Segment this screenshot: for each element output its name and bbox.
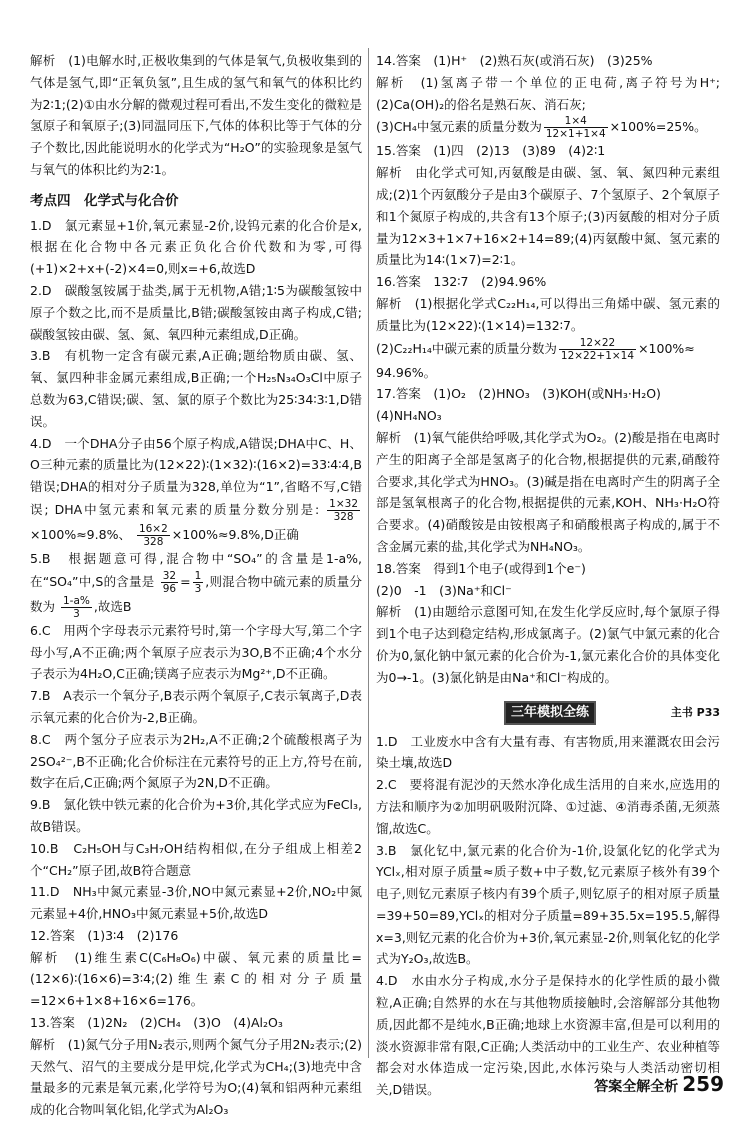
answer-item: 14.答案 (1)H⁺ (2)熟石灰(或消石灰) (3)25% <box>376 53 653 68</box>
answer-text: ×100%=25%。 <box>609 119 707 135</box>
answer-item: 11.D NH₃中氮元素显-3价,NO中氮元素显+2价,NO₂中氮元素显+4价,HNO₃中氮元素显+5价,故选D <box>30 884 362 922</box>
answer-text: ×100%≈9.8%,D正确 <box>171 526 299 542</box>
answer-text: (3)CH₄中氢元素的质量分数为 <box>376 119 542 135</box>
page-footer <box>594 1072 724 1096</box>
right-column <box>376 50 720 1101</box>
answer-item <box>30 548 362 620</box>
fraction: $\frac{16\times 2}{328}$ <box>138 522 168 548</box>
answer-item: 1.D 工业废水中含有大量有毒、有害物质,用来灌溉农田会污染土壤,故选D <box>376 733 720 771</box>
page-reference: 主书 P33 <box>670 705 720 719</box>
answer-item: 9.B 氯化铁中铁元素的化合价为+3价,其化学式应为FeCl₃,故B错误。 <box>30 797 362 834</box>
answer-item: 12.答案 (1)3∶4 (2)176 <box>30 927 179 943</box>
answer-text: 5.B 根据题意可得,混合物中“SO₄”的含量是1-a%,在“SO₄”中,S的含量是 <box>30 550 362 589</box>
answer-item: (4)NH₄NO₃ <box>376 408 442 424</box>
answer-item: 18.答案 得到1个电子(或得到1个e⁻) <box>376 560 586 576</box>
page-number: 259 <box>682 1072 724 1096</box>
answer-text: ×100%≈9.8%、 <box>30 526 131 542</box>
section-header <box>376 699 720 725</box>
explanation-block: 解析 (1)根据化学式C₂₂H₁₄,可以得出三角烯中碳、氢元素的质量比为(12×22)∶(1×14)=132∶7。 <box>376 295 720 333</box>
fraction: $\frac{1\times 32}{328}$ <box>329 497 359 523</box>
answer-item <box>30 433 362 548</box>
answer-item: 2.C 要将混有泥沙的天然水净化成生活用的自来水,应选用的方法和顺序为②加明矾吸附沉降、①过滤、④消毒杀菌,无须蒸馏,故选C。 <box>376 777 720 836</box>
answer-text: DHA中氢元素和氧元素的质量分数分别是: <box>54 501 320 517</box>
answer-item: 8.C 两个氢分子应表示为2H₂,A不正确;2个硫酸根离子为2SO₄²⁻,B不正确;化合价标注在元素符号的正上方,符号在前,数字在后,C正确;两个氮原子为2N,D不正确。 <box>30 731 362 791</box>
explanation-block: 解析 由化学式可知,丙氨酸是由碳、氢、氧、氮四种元素组成;(2)1个丙氨酸分子是由3个碳原子、7个氢原子、2个氧原子和1个氮原子构成的,共含有13个原子;(3)丙氨酸的相对分子质量为12×3+1×7+16×2+14=89;(4)丙氨酸中氮、氢元素的质量比为14∶(1×7)=2∶1。 <box>376 165 720 268</box>
section-header-title: 三年模拟全练 <box>504 701 596 725</box>
explanation-block: 解析 (1)氮气分子用N₂表示,则两个氮气分子用2N₂表示;(2)天然气、沼气的主要成分是甲烷,化学式为CH₄;(3)地壳中含量最多的元素是氧元素,化学符号为O;(4)氧和铝两种元素组成的化合物叫氧化铝,化学式为Al₂O₃ <box>30 1036 362 1118</box>
fraction: $\frac{32}{96}$ <box>162 569 177 595</box>
answer-item: 1.D 氯元素显+1价,氧元素显-2价,设钨元素的化合价是x,根据在化合物中各元素正负化合价代数和为零,可得(+1)×2+x+(-2)×4=0,则x=+6,故选D <box>30 217 362 277</box>
answer-text: ,则混合物中硫元素的质量分数为 <box>30 573 362 614</box>
footer-label: 答案全解全析 <box>594 1079 679 1095</box>
answer-item: 3.B 氯化钇中,氯元素的化合价为-1价,设氯化钇的化学式为YClₓ,相对原子质量≈质子数+中子数,钇元素原子核外有39个电子,则钇元素原子核内有39个质子,则钇原子的相对原子质量=39+50=89,YClₓ的相对分子质量=89+35.5x=195.5,解得x=3,则钇元素的化合价为+3价,氧元素显-2价,则氧化钇的化学式为Y₂O₃,故选B。 <box>376 842 720 967</box>
answer-item: 10.B C₂H₅OH与C₃H₇OH结构相似,在分子组成上相差2个“CH₂”原子团,故B符合题意 <box>30 840 362 878</box>
answer-text: ,故选B <box>93 598 132 614</box>
explanation-block: 解析 (1)电解水时,正极收集到的气体是氧气,负极收集到的气体是氢气,即“正氧负氢”,且生成的氢气和氧气的体积比约为2∶1;(2)①由水分解的微观过程可看出,不发生变化的微粒是氢原子和氧原子;(3)同温同压下,气体的体积比等于气体的分子个数比,因此能说明水的化学式为“H₂O”的实验现象是氢气与氧气的体积比约为2∶1。 <box>30 53 362 177</box>
answer-item: 15.答案 (1)四 (2)13 (3)89 (4)2∶1 <box>376 143 606 159</box>
explanation-block: 解析 (1)由题给示意图可知,在发生化学反应时,每个氯原子得到1个电子达到稳定结构,形成氯离子。(2)氯气中氯元素的化合价为0,氯化钠中氯元素的化合价为-1,氯元素化合价的具体变化为0→-1。(3)氯化钠是由Na⁺和Cl⁻构成的。 <box>376 604 720 685</box>
answer-item: 7.B A表示一个氧分子,B表示两个氧原子,C表示氧离子,D表示氧元素的化合价为-2,B正确。 <box>30 688 362 725</box>
answer-text: 4.D 一个DHA分子由56个原子构成,A错误;DHA中C、H、O三种元素的质量比为(12×22)∶(1×32)∶(16×2)=33∶4∶4,B错误;DHA的相对分子质量为328,单位为“1”,省略不写,C错误; <box>30 435 362 517</box>
answer-item: 17.答案 (1)O₂ (2)HNO₃ (3)KOH(或NH₃·H₂O) <box>376 386 661 402</box>
column-divider <box>368 48 369 1058</box>
answer-item: (2)0 -1 (3)Na⁺和Cl⁻ <box>376 582 512 598</box>
fraction: $\frac{1-a\%}{3}$ <box>63 594 90 620</box>
left-column <box>30 50 362 1121</box>
explanation-block <box>376 115 720 140</box>
answer-item: 6.C 用两个字母表示元素符号时,第一个字母大写,第二个字母小写,A不正确;两个氧原子应表示为3O,B不正确;4个水分子表示为4H₂O,C正确;镁离子应表示为Mg²⁺,D不正确。 <box>30 622 362 682</box>
fraction: $\frac{1\times 4}{12\times 1+1\times 4}$ <box>545 115 606 141</box>
answer-item: 3.B 有机物一定含有碳元素,A正确;题给物质由碳、氢、氧、氯四种非金属元素组成,B正确;一个H₂₅N₃₄O₃Cl中原子总数为63,C错误;碳、氢、氯的原子个数比为25∶34∶3∶1,D错误。 <box>30 348 362 429</box>
equals-sign: = <box>180 573 191 589</box>
answer-item: 13.答案 (1)2N₂ (2)CH₄ (3)O (4)Al₂O₃ <box>30 1015 283 1031</box>
fraction: $\frac{12\times 22}{12\times 22+1\times 14}$ <box>560 336 635 362</box>
explanation-block: 解析 (1)维生素C(C₆H₈O₆)中碳、氧元素的质量比=(12×6)∶(16×6)=3∶4;(2)维生素C的相对分子质量=12×6+1×8+16×6=176。 <box>30 949 362 1009</box>
answer-item: 2.D 碳酸氢铵属于盐类,属于无机物,A错;1∶5为碳酸氢铵中原子个数之比,而不是质量比,B错;碳酸氢铵由离子构成,C错;碳酸氢铵由碳、氢、氮、氧四种元素组成,D正确。 <box>30 282 362 342</box>
explanation-block: 解析 (1)氢离子带一个单位的正电荷,离子符号为H⁺;(2)Ca(OH)₂的俗名是熟石灰、消石灰; <box>376 74 720 112</box>
explanation-block: 解析 (1)氧气能供给呼吸,其化学式为O₂。(2)酸是指在电离时产生的阳离子全部是氢离子的化合物,根据提供的元素,硝酸符合要求,其化学式为HNO₃。(3)碱是指在电离时产生的阴离子全部是氢氧根离子的化合物,根据提供的元素,KOH、NH₃·H₂O符合要求。(4)硝酸铵是由铵根离子和硝酸根离子构成的,属于不含金属元素的盐,其化学式为NH₄NO₃。 <box>376 429 720 554</box>
answer-item: 16.答案 132∶7 (2)94.96% <box>376 274 547 290</box>
answer-text: ×100%≈ <box>638 340 695 356</box>
answer-text: 94.96%。 <box>376 364 437 380</box>
section-title: 考点四 化学式与化合价 <box>30 192 179 209</box>
explanation-block <box>376 337 720 384</box>
fraction: $\frac{1}{3}$ <box>194 569 202 595</box>
answer-text: (2)C₂₂H₁₄中碳元素的质量分数为 <box>376 340 557 356</box>
answer-item: 4.D 水由水分子构成,水分子是保持水的化学性质的最小微粒,A正确;自然界的水在与其他物质接触时,会溶解部分其他物质,因此都不是纯水,B正确;地球上水资源丰富,但是可以利用的淡水资源非常有限,C正确;人类活动中的工业生产、农业种植等都会对水体造成一定污染,因此,水体污染与人类活动密切相关,D错误。 <box>376 973 720 1098</box>
